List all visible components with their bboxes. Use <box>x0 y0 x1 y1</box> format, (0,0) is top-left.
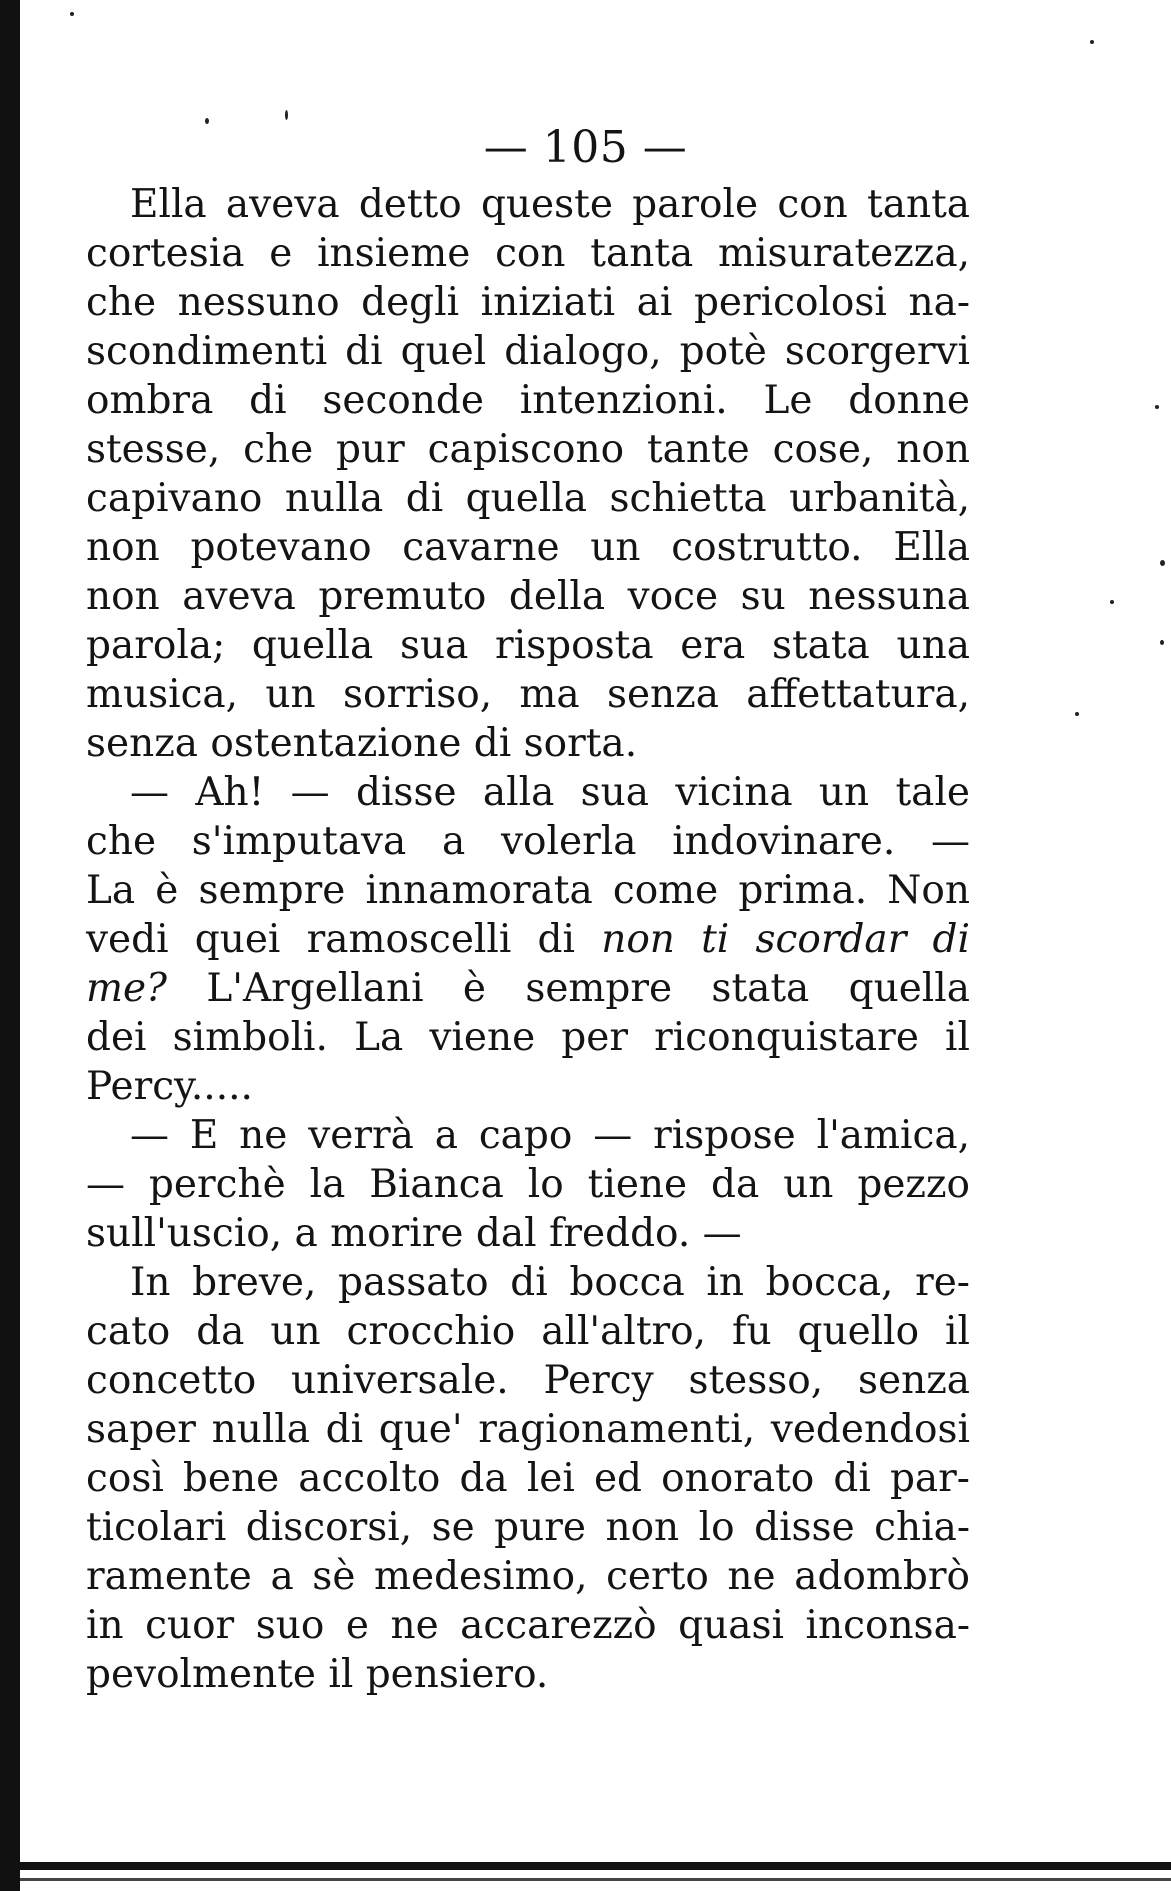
text-line: Ella aveva detto queste parole con tanta <box>130 182 970 227</box>
text-line: ticolari discorsi, se pure non lo disse chia- <box>86 1505 970 1550</box>
text-line: che s'imputava a volerla indovinare. — <box>86 819 970 864</box>
page-bottom-edge <box>20 1862 1171 1870</box>
scan-speck <box>1160 560 1165 566</box>
text-line: cato da un crocchio all'altro, fu quello il <box>86 1309 970 1354</box>
page-number: — 105 — <box>483 122 688 173</box>
text-line: parola; quella sua risposta era stata una <box>86 623 970 668</box>
text-fragment: L'Argellani è sempre stata quella <box>166 966 970 1011</box>
scan-speck <box>1075 712 1079 716</box>
text-fragment: vedi quei ramoscelli di <box>86 917 602 962</box>
scan-speck <box>70 12 74 16</box>
body-text <box>86 180 970 1699</box>
text-line-mixed <box>86 964 970 1013</box>
text-line: scondimenti di quel dialogo, potè scorgervi <box>86 329 970 374</box>
scan-speck <box>1160 640 1164 645</box>
text-line: — perchè la Bianca lo tiene da un pezzo <box>86 1162 970 1207</box>
text-line: in cuor suo e ne accarezzò quasi inconsa- <box>86 1603 970 1648</box>
text-line: Percy..... <box>86 1064 253 1109</box>
text-line: senza ostentazione di sorta. <box>86 721 638 766</box>
text-line: così bene accolto da lei ed onorato di par- <box>86 1456 970 1501</box>
scan-speck <box>1155 405 1159 409</box>
text-line: non potevano cavarne un costrutto. Ella <box>86 525 970 570</box>
italic-phrase: non ti scordar di <box>601 917 970 962</box>
text-line: In breve, passato di bocca in bocca, re- <box>130 1260 970 1305</box>
text-line: cortesia e insieme con tanta misuratezza, <box>86 231 970 276</box>
text-line: ramente a sè medesimo, certo ne adombrò <box>86 1554 970 1599</box>
page-bottom-edge-thin <box>20 1878 1171 1881</box>
page-left-edge <box>0 0 20 1891</box>
paragraph-2 <box>86 768 970 1111</box>
paragraph-3 <box>86 1111 970 1258</box>
paragraph-1 <box>86 180 970 768</box>
text-line: stesse, che pur capiscono tante cose, non <box>86 427 970 472</box>
text-line: musica, un sorriso, ma senza affettatura, <box>86 672 970 717</box>
text-line: sull'uscio, a morire dal freddo. — <box>86 1211 742 1256</box>
paragraph-4 <box>86 1258 970 1699</box>
text-line: non aveva premuto della voce su nessuna <box>86 574 970 619</box>
text-line: che nessuno degli iniziati ai pericolosi na- <box>86 280 970 325</box>
text-line: ombra di seconde intenzioni. Le donne <box>86 378 970 423</box>
text-line: saper nulla di que' ragionamenti, vedendosi <box>86 1407 970 1452</box>
text-line: La è sempre innamorata come prima. Non <box>86 868 970 913</box>
text-line: concetto universale. Percy stesso, senza <box>86 1358 970 1403</box>
scan-speck <box>1090 40 1094 44</box>
text-line: — Ah! — disse alla sua vicina un tale <box>130 770 970 815</box>
text-line: pevolmente il pensiero. <box>86 1652 549 1697</box>
text-line: dei simboli. La viene per riconquistare il <box>86 1015 970 1060</box>
scan-speck <box>1110 600 1114 604</box>
text-line: capivano nulla di quella schietta urbanità, <box>86 476 970 521</box>
text-line: — E ne verrà a capo — rispose l'amica, <box>130 1113 970 1158</box>
text-line-mixed <box>86 915 970 964</box>
italic-phrase: me? <box>86 966 167 1011</box>
